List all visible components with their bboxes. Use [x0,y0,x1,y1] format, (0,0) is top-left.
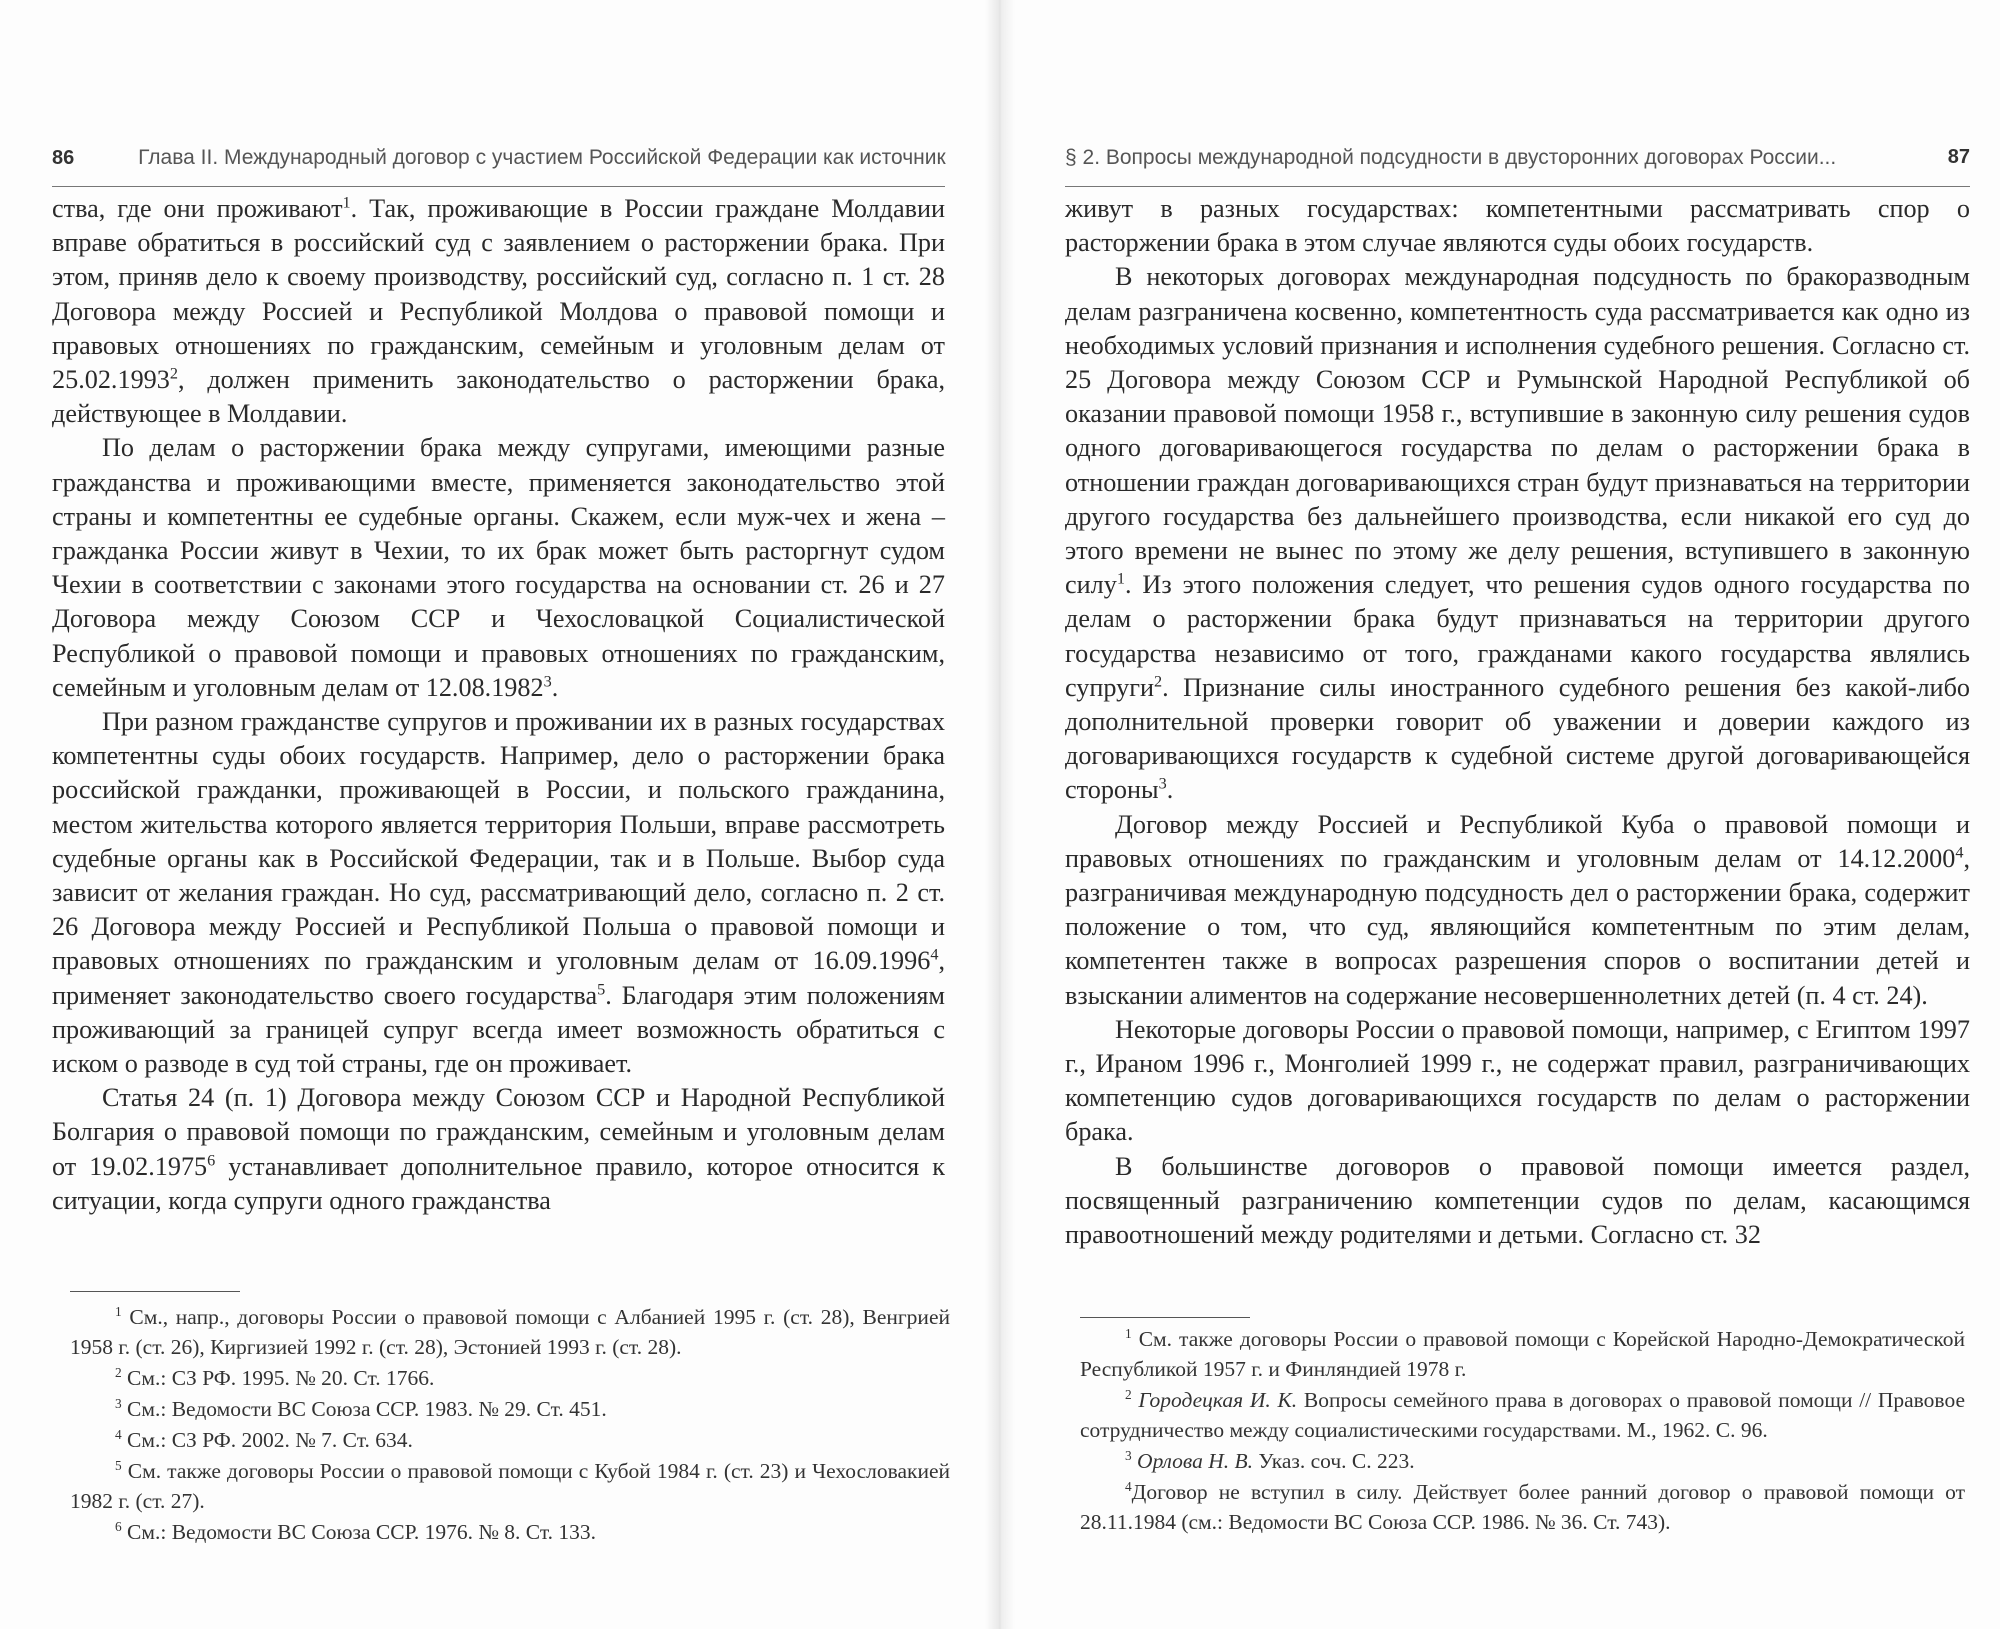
footnote-ref: 2 [169,364,178,383]
text-run: Некоторые договоры России о правовой помощи, например, с Египтом 1997 г., Ираном 1996 г., Монголией 1999 г., не содержат правил, разграничивающих компетенцию судов договаривающихся государств по делам о расторжении брака. [1065,1014,1970,1147]
text-run: В большинстве договоров о правовой помощи имеется раздел, посвященный разграничению компетенции судов по делам, касающимся правоотношений между родителями и детьми. Согласно ст. 32 [1065,1151,1970,1250]
footnote-text: См., напр., договоры России о правовой помощи с Албанией 1995 г. (ст. 28), Венгрией 1958 г. (ст. 26), Киргизией 1992 г. (ст. 28), Эстонией 1993 г. (ст. 28). [70,1305,950,1359]
footnote-text: Указ. соч. С. 223. [1253,1449,1415,1473]
footnote-text: Договор не вступил в силу. Действует более ранний договор о правовой помощи от 28.11.1984 (см.: Ведомости ВС Союза ССР. 1986. № 36. Ст. 743). [1080,1480,1965,1534]
footnote-text: См. также договоры России о правовой помощи с Кубой 1984 г. (ст. 23) и Чехословакией 1982 г. (ст. 27). [70,1459,951,1513]
footnote-text: См.: Ведомости ВС Союза ССР. 1983. № 29. Ст. 451. [127,1397,607,1421]
footnote-ref: 4 [930,945,939,964]
left-page-number: 86 [52,147,75,169]
right-footnote-4 [1080,1477,1965,1537]
left-footnote-rule [70,1291,240,1292]
footnote-text: См.: Ведомости ВС Союза ССР. 1976. № 8. Ст. 133. [127,1520,596,1544]
text-run: живут в разных государствах: компетентными рассматривать спор о расторжении брака в этом случае являются суды обоих государств. [1065,194,1970,258]
footnote-ref: 1 [342,193,351,212]
text-run: ства, где они проживают [52,194,343,223]
footnote-ref: 4 [1955,843,1964,862]
right-body-text [1065,192,1970,1252]
right-paragraph-1 [1065,192,1970,260]
right-footnote-rule [1080,1317,1250,1318]
footnote-mark: 2 [1125,1386,1132,1402]
footnote-mark: 3 [115,1395,122,1411]
left-footnote-2 [70,1363,950,1393]
right-running-head [1065,146,1970,170]
footnote-mark: 6 [115,1518,122,1534]
text-run: . Признание силы иностранного судебного решения без какой-либо дополнительной проверки говорит об уважении и доверии каждого из договаривающихся государств к судебной системе другой договаривающейся стороны [1065,672,1970,805]
text-run: В некоторых договорах международная подсудность по бракоразводным делам разграничена косвенно, компетентность суда рассматривается как одно из необходимых условий признания и исполнения судебного решения. Согласно ст. 25 Договора между Союзом ССР и Румынской Народной Республикой об оказании правовой помощи 1958 г., вступившие в законную силу решения судов одного договаривающегося государства по делам о расторжении брака в отношении граждан договаривающихся стран будут признаваться на территории другого государства без дальнейшего производства, если никакой его суд до этого времени не вынес по этому же делу решения, вступившего в законную силу [1065,262,1970,600]
left-paragraph-3 [52,705,945,1081]
footnote-mark: 4 [1125,1478,1132,1494]
footnote-mark: 2 [115,1364,122,1380]
left-footnotes [70,1302,950,1548]
right-footnote-1 [1080,1324,1965,1384]
footnote-text: См.: СЗ РФ. 2002. № 7. Ст. 634. [127,1428,413,1452]
right-paragraph-5 [1065,1150,1970,1253]
left-paragraph-1 [52,192,945,431]
right-paragraph-2 [1065,260,1970,807]
left-footnote-1 [70,1302,950,1362]
left-running-head-title: Глава II. Международный договор с участием Российской Федерации как источник [138,146,946,169]
footnote-ref: 3 [1158,774,1167,793]
text-run: При разном гражданстве супругов и проживании их в разных государствах компетентны суды обоих государств. Например, дело о расторжении брака российской гражданки, проживающей в России, и польского гражданина, местом жительства которого является территория Польши, вправе рассмотреть судебные органы как в Российской Федерации, так и в Польше. Выбор суда зависит от желания граждан. Но суд, рассматривающий дело, согласно п. 2 ст. 26 Договора между Россией и Республикой Польша о правовой помощи и правовых отношениях по гражданским и уголовным делам от 16.09.1996 [52,707,945,976]
right-footnotes [1080,1324,1965,1538]
left-page [0,0,990,1629]
footnote-mark: 5 [115,1457,122,1473]
text-run: . [551,672,559,702]
footnote-ref: 1 [1116,569,1125,588]
footnote-text: См.: СЗ РФ. 1995. № 20. Ст. 1766. [127,1366,435,1390]
footnote-author: Городецкая И. К. [1138,1388,1298,1412]
footnote-text: Вопросы семейного права в договорах о правовой помощи // Правовое сотрудничество между социалистическими государствами. М., 1962. С. 96. [1080,1388,1965,1442]
right-page [1010,0,2000,1629]
footnote-mark: 1 [115,1303,122,1319]
left-body-text [52,192,945,1218]
text-run: Статья 24 (п. 1) Договора между Союзом ССР и Народной Республикой Болгария о правовой помощи по гражданским, семейным и уголовным делам от 19.02.1975 [52,1083,945,1181]
text-run: . [1166,775,1174,805]
left-paragraph-4 [52,1081,945,1218]
right-header-rule [1065,186,1970,187]
text-run: . Так, проживающие в России граждане Молдавии вправе обратиться в российский суд с заявлением о расторжении брака. При этом, приняв дело к своему производству, российский суд, согласно п. 1 ст. 28 Договора между Россией и Республикой Молдова о правовой помощи и правовых отношениях по гражданским, семейным и уголовным делам от 25.02.1993 [52,194,945,395]
footnote-ref: 6 [207,1150,216,1169]
text-run: , должен применить законодательство о расторжении брака, действующее в Молдавии. [52,365,945,429]
text-run: По делам о расторжении брака между супругами, имеющими разные гражданства и проживающими вместе, применяется законодательство этой страны и компетентны ее судебные органы. Скажем, если муж-чех и жена – гражданка России живут в Чехии, то их брак может быть расторгнут судом Чехии в соответствии с законами этого государства на основании ст. 26 и 27 Договора между Союзом ССР и Чехословацкой Социалистической Республикой о правовой помощи и правовых отношениях по гражданским, семейным и уголовным делам от 12.08.1982 [52,433,945,702]
footnote-author: Орлова Н. В. [1137,1449,1253,1473]
left-header-rule [52,186,945,187]
right-page-number: 87 [1947,146,1970,168]
text-run: . Из этого положения следует, что решения судов одного государства по делам о расторжении брака будут признаваться на территории другого государства независимо от того, гражданами какого государства являлись супруги [1065,570,1970,702]
left-footnote-6 [70,1517,950,1547]
footnote-ref: 3 [543,672,552,691]
footnote-ref: 5 [597,979,606,998]
right-footnote-3 [1080,1446,1965,1476]
text-run: , применяет законодательство своего государства [52,946,945,1010]
left-footnote-5 [70,1456,950,1516]
footnote-text: См. также договоры России о правовой помощи с Корейской Народно-Демократической Республикой 1957 г. и Финляндией 1978 г. [1080,1327,1966,1381]
right-running-head-title: § 2. Вопросы международной подсудности в двусторонних договорах России... [1065,146,1837,169]
left-running-head [52,146,952,170]
footnote-ref: 2 [1153,672,1163,691]
text-run: . Благодаря этим положениям проживающий за границей супруг всегда имеет возможность обратиться с иском о разводе в суд той страны, где он проживает. [52,980,945,1079]
text-run: , разграничивая международную подсудность дел о расторжении брака, содержит положение о том, что суд, являющийся компетентным по этим делам, компетентен также в вопросах разрешения споров о воспитании детей и взыскании алиментов на содержание несовершеннолетних детей (п. 4 ст. 24). [1065,843,1970,1010]
left-footnote-4 [70,1425,950,1455]
text-run: устанавливает дополнительное правило, которое относится к ситуации, когда супруги одного гражданства [52,1151,945,1215]
right-paragraph-4 [1065,1013,1970,1150]
footnote-mark: 4 [115,1426,122,1442]
text-run: Договор между Россией и Республикой Куба о правовой помощи и правовых отношениях по гражданским и уголовным делам от 14.12.2000 [1065,809,1970,873]
right-footnote-2 [1080,1385,1965,1445]
footnote-mark: 1 [1125,1325,1132,1341]
left-footnote-3 [70,1394,950,1424]
footnote-mark: 3 [1125,1447,1132,1463]
right-paragraph-3 [1065,808,1970,1013]
left-paragraph-2 [52,431,945,705]
